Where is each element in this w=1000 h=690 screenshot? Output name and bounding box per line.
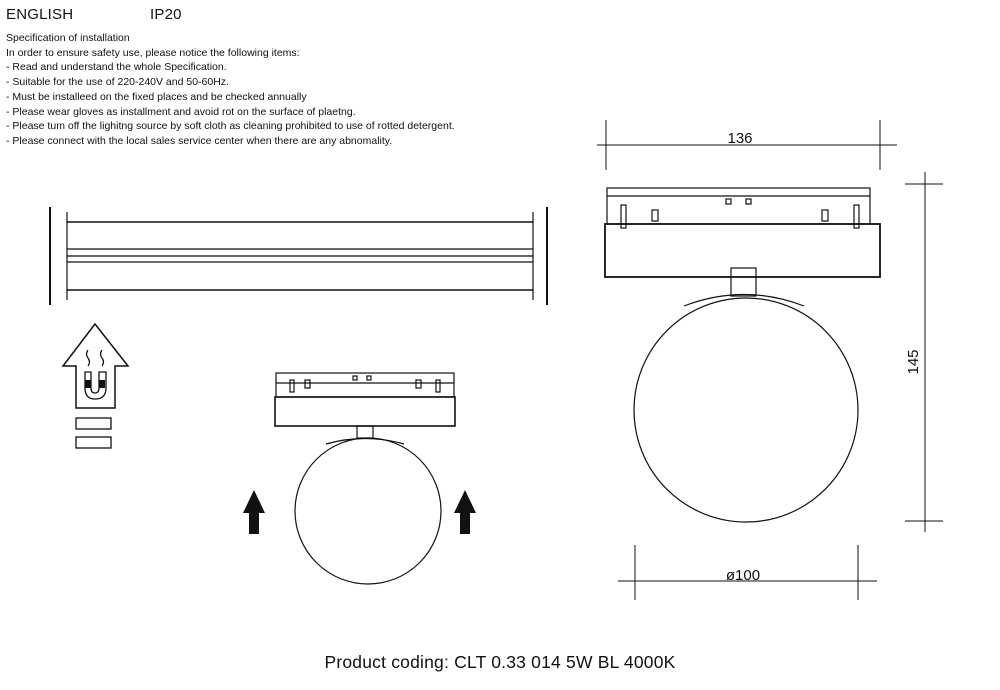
up-arrow-icon: [454, 490, 476, 534]
language-label: ENGLISH: [6, 6, 74, 23]
product-coding: Product coding: CLT 0.33 014 5W BL 4000K: [324, 652, 676, 672]
ip-rating: IP20: [150, 6, 182, 23]
large-fixture: [605, 188, 880, 522]
dimension-height: 145: [905, 349, 922, 375]
dimension-lines: [597, 120, 943, 600]
instruction-item: - Read and understand the whole Specification.: [6, 61, 227, 74]
instruction-item: - Must be installeed on the fixed places and be checked annually: [6, 90, 307, 103]
dimension-width: 136: [727, 130, 753, 147]
dimension-diameter: ø100: [725, 567, 761, 584]
instruction-item: - Suitable for the use of 220-240V and 50-60Hz.: [6, 76, 229, 89]
up-arrow-icon: [243, 490, 265, 534]
instructions-intro: In order to ensure safety use, please notice the following items:: [6, 46, 300, 59]
magnet-up-arrow-icon: [63, 324, 128, 448]
track-rail: [50, 207, 547, 305]
small-fixture: [275, 373, 455, 584]
instructions-title: Specification of installation: [6, 32, 130, 44]
instruction-item: - Please connect with the local sales service center when there are any abnomality.: [6, 134, 393, 147]
instruction-item: - Please tum off the lighitng source by soft cloth as cleaning prohibited to use of rotted detergent.: [6, 120, 455, 133]
instruction-item: - Please wear gloves as installment and avoid rot on the surface of plaetng.: [6, 105, 356, 118]
